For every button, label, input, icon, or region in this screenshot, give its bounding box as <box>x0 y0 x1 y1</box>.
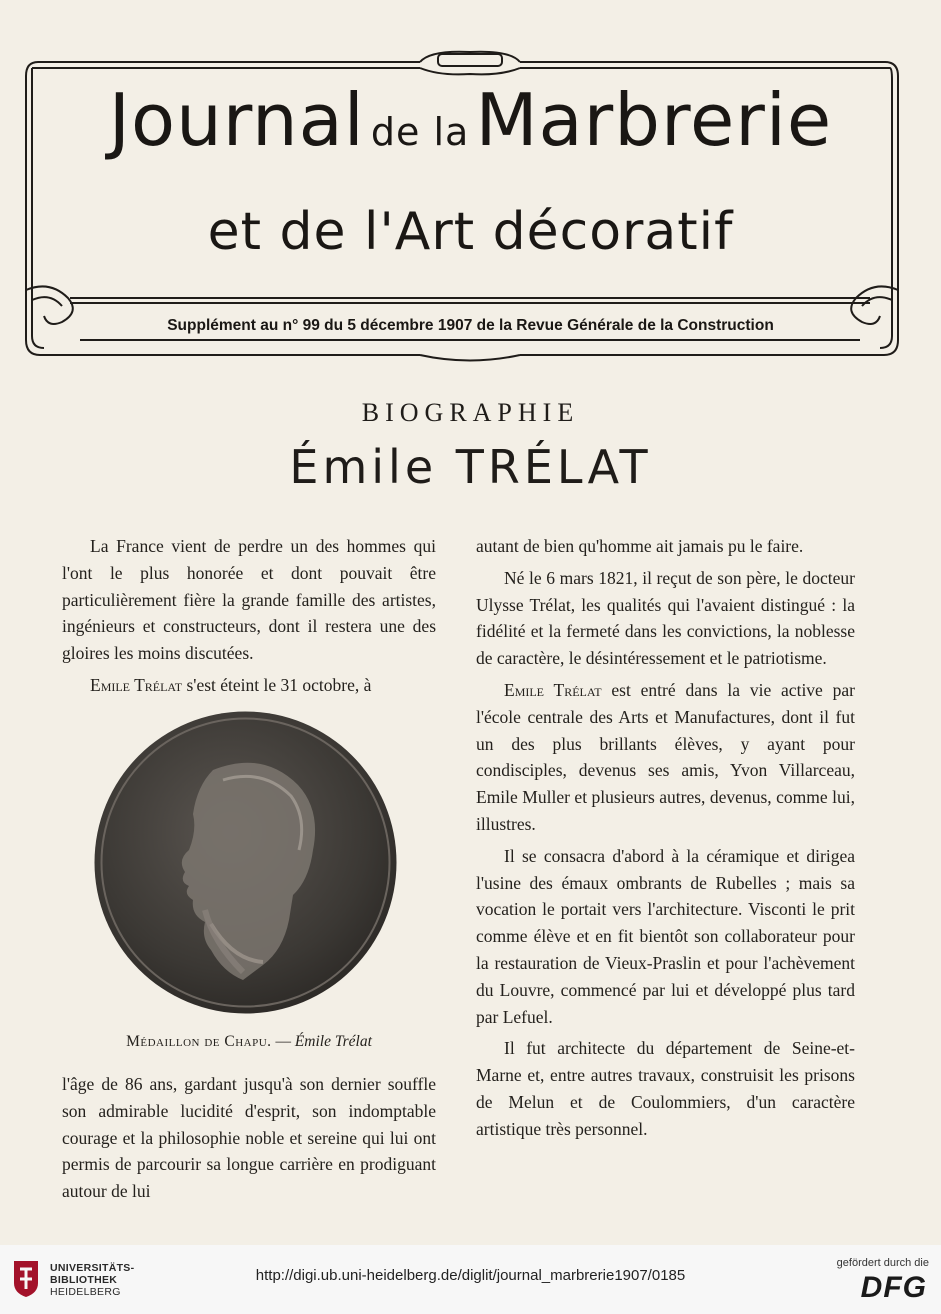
paragraph <box>62 672 436 699</box>
person-name: Emile Trélat <box>504 679 602 700</box>
library-name-line: HEIDELBERG <box>50 1286 121 1298</box>
right-column <box>476 533 855 1143</box>
library-name-line: UNIVERSITÄTS- <box>50 1262 135 1274</box>
masthead-title <box>0 78 941 162</box>
funding-note: gefördert durch die <box>836 1257 929 1269</box>
paragraph-text: est entré dans la vie active par l'école centrale des Arts et Manufactures, dont il fut un des plus brillants élèves, y ayant pour condisciples, devenus ses amis, Yvon Villarceau, Emile Muller et plusieurs autres, devenus, comme lui, illustres. <box>476 679 855 834</box>
paragraph <box>476 677 855 838</box>
viewer-footer <box>0 1245 941 1314</box>
dfg-logo: DFG <box>860 1271 927 1304</box>
paragraph: l'âge de 86 ans, gardant jusqu'à son dernier souffle son admirable lucidité d'esprit, son indomptable courage et la philosophie noble et sereine qui lui ont permis de parcourir sa longue carrière en prodiguant autour de lui <box>62 1074 436 1202</box>
paragraph: autant de bien qu'homme ait jamais pu le faire. <box>476 536 804 556</box>
paragraph: Il fut architecte du département de Seine-et-Marne et, entre autres travaux, construisit les prisons de Melun et de Coulommiers, d'un caractère artistique très personnel. <box>476 1038 855 1139</box>
left-column-bottom <box>62 1071 436 1205</box>
library-name-line: BIBLIOTHEK <box>50 1274 118 1286</box>
portrait-medallion-icon <box>93 710 398 1015</box>
paragraph: Né le 6 mars 1821, il reçut de son père, le docteur Ulysse Trélat, les qualités qui l'avaient distingué : la fidélité et la fermeté dans les convictions, la noblesse de caractère, le désintéressement et le patriotisme. <box>476 567 855 669</box>
permalink-url[interactable]: http://digi.ub.uni-heidelberg.de/diglit/journal_marbrerie1907/0185 <box>255 1267 686 1284</box>
section-heading: BIOGRAPHIE <box>361 398 580 427</box>
person-name: Emile Trélat <box>90 674 183 695</box>
caption-credit: Médaillon de Chapu. <box>126 1033 272 1050</box>
title-word-journal: Journal <box>108 78 365 162</box>
left-column-top <box>62 533 436 699</box>
supplement-line: Supplément au n° 99 du 5 décembre 1907 de la Revue Générale de la Construction <box>167 317 774 334</box>
paragraph: La France vient de perdre un des hommes qui l'ont le plus honorée et dont pouvait être particulièrement fière la grande famille des artistes, ingénieurs et constructeurs, dont il restera une des gloires les moins discutées. <box>62 536 436 664</box>
masthead-subtitle: et de l'Art décoratif <box>207 202 734 262</box>
caption-subject: Émile Trélat <box>294 1033 372 1050</box>
masthead-frame <box>0 0 941 370</box>
paragraph: Il se consacra d'abord à la céramique et dirigea l'usine des émaux ombrants de Rubelles ; mais sa vocation le portait vers l'architecture. Visconti le prit comme élève et en fit bientôt son collaborateur pour la restauration de Vieux-Praslin et pour l'achèvement du Louvre, commencé par lui et développé plus tard par Lefuel. <box>476 845 855 1027</box>
medallion-caption <box>62 1033 436 1051</box>
paragraph-text: s'est éteint le 31 octobre, à <box>182 674 372 695</box>
title-word-de-la: de la <box>370 110 470 154</box>
title-word-marbrerie: Marbrerie <box>475 78 833 162</box>
caption-dash: — <box>271 1033 295 1050</box>
article-title: Émile TRÉLAT <box>289 440 652 494</box>
